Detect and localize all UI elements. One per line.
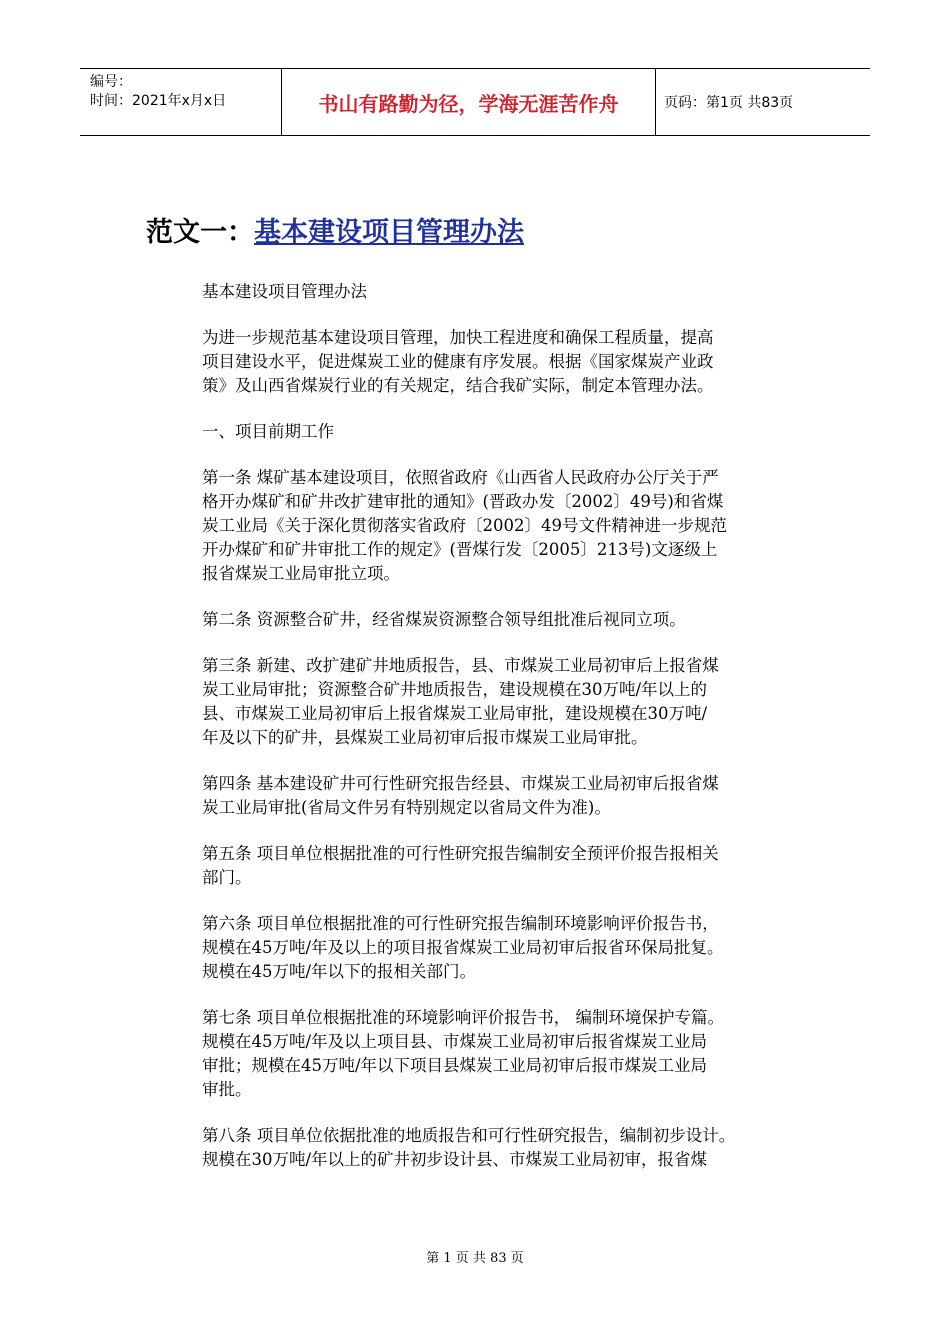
body-paragraph bbox=[202, 466, 842, 586]
paragraph-line: 报省煤炭工业局审批立项。 bbox=[202, 564, 400, 583]
header-motto: 书山有路勤为径，学海无涯苦作舟 bbox=[282, 69, 656, 135]
document-header bbox=[80, 68, 870, 136]
body-paragraph bbox=[202, 280, 842, 304]
paragraph-line: 审批。 bbox=[202, 1080, 252, 1099]
paragraph-line: 开办煤矿和矿井审批工作的规定》(晋煤行发〔2005〕213号)文逐级上 bbox=[202, 540, 718, 559]
paragraph-line: 第七条 项目单位根据批准的环境影响评价报告书， 编制环境保护专篇。 bbox=[202, 1008, 724, 1027]
paragraph-line: 一、项目前期工作 bbox=[202, 422, 334, 441]
paragraph-line: 格开办煤矿和矿井改扩建审批的通知》(晋政办发〔2002〕49号)和省煤 bbox=[202, 492, 724, 511]
paragraph-line: 炭工业局审批(省局文件另有特别规定以省局文件为准)。 bbox=[202, 798, 611, 817]
body-paragraph bbox=[202, 654, 842, 750]
paragraph-line: 部门。 bbox=[202, 868, 252, 887]
body-paragraph bbox=[202, 326, 842, 398]
body-paragraph bbox=[202, 420, 842, 444]
body-paragraph bbox=[202, 842, 842, 890]
paragraph-line: 为进一步规范基本建设项目管理，加快工程进度和确保工程质量，提高 bbox=[202, 328, 714, 347]
paragraph-line: 基本建设项目管理办法 bbox=[202, 282, 367, 301]
paragraph-line: 规模在45万吨/年以下的报相关部门。 bbox=[202, 962, 477, 981]
paragraph-line: 第四条 基本建设矿井可行性研究报告经县、市煤炭工业局初审后报省煤 bbox=[202, 774, 719, 793]
body-paragraph bbox=[202, 912, 842, 984]
paragraph-line: 项目建设水平，促进煤炭工业的健康有序发展。根据《国家煤炭产业政 bbox=[202, 352, 714, 371]
header-meta bbox=[80, 69, 282, 135]
paragraph-line: 第二条 资源整合矿井，经省煤炭资源整合领导组批准后视同立项。 bbox=[202, 610, 686, 629]
body-paragraph bbox=[202, 1006, 842, 1102]
paragraph-line: 炭工业局《关于深化贯彻落实省政府〔2002〕49号文件精神进一步规范 bbox=[202, 516, 727, 535]
body-paragraph bbox=[202, 1124, 842, 1172]
body-paragraph bbox=[202, 608, 842, 632]
paragraph-line: 规模在30万吨/年以上的矿井初步设计县、市煤炭工业局初审，报省煤 bbox=[202, 1150, 708, 1169]
number-label: 编号： bbox=[90, 74, 132, 90]
title-link[interactable]: 基本建设项目管理办法 bbox=[254, 217, 524, 248]
title-prefix: 范文一： bbox=[146, 217, 254, 248]
time-label: 时间：2021年x月x日 bbox=[90, 93, 227, 109]
paragraph-line: 规模在45万吨/年及以上的项目报省煤炭工业局初审后报省环保局批复。 bbox=[202, 938, 724, 957]
page-footer: 第 1 页 共 83 页 bbox=[426, 1251, 524, 1266]
paragraph-line: 炭工业局审批；资源整合矿井地质报告，建设规模在30万吨/年以上的 bbox=[202, 680, 708, 699]
paragraph-line: 策》及山西省煤炭行业的有关规定，结合我矿实际，制定本管理办法。 bbox=[202, 376, 714, 395]
paragraph-line: 第三条 新建、改扩建矿井地质报告，县、市煤炭工业局初审后上报省煤 bbox=[202, 656, 719, 675]
paragraph-line: 第五条 项目单位根据批准的可行性研究报告编制安全预评价报告报相关 bbox=[202, 844, 719, 863]
paragraph-line: 年及以下的矿井，县煤炭工业局初审后报市煤炭工业局审批。 bbox=[202, 728, 648, 747]
document-title bbox=[146, 210, 524, 249]
paragraph-line: 县、市煤炭工业局初审后上报省煤炭工业局审批，建设规模在30万吨/ bbox=[202, 704, 708, 723]
paragraph-line: 第六条 项目单位根据批准的可行性研究报告编制环境影响评价报告书， bbox=[202, 914, 719, 933]
paragraph-line: 第一条 煤矿基本建设项目，依照省政府《山西省人民政府办公厅关于严 bbox=[202, 468, 719, 487]
paragraph-line: 审批；规模在45万吨/年以下项目县煤炭工业局初审后报市煤炭工业局 bbox=[202, 1056, 708, 1075]
paragraph-line: 规模在45万吨/年及以上项目县、市煤炭工业局初审后报省煤炭工业局 bbox=[202, 1032, 708, 1051]
document-body bbox=[202, 280, 842, 1194]
body-paragraph bbox=[202, 772, 842, 820]
paragraph-line: 第八条 项目单位依据批准的地质报告和可行性研究报告，编制初步设计。 bbox=[202, 1126, 736, 1145]
header-page-info: 页码：第1页 共83页 bbox=[664, 95, 794, 111]
